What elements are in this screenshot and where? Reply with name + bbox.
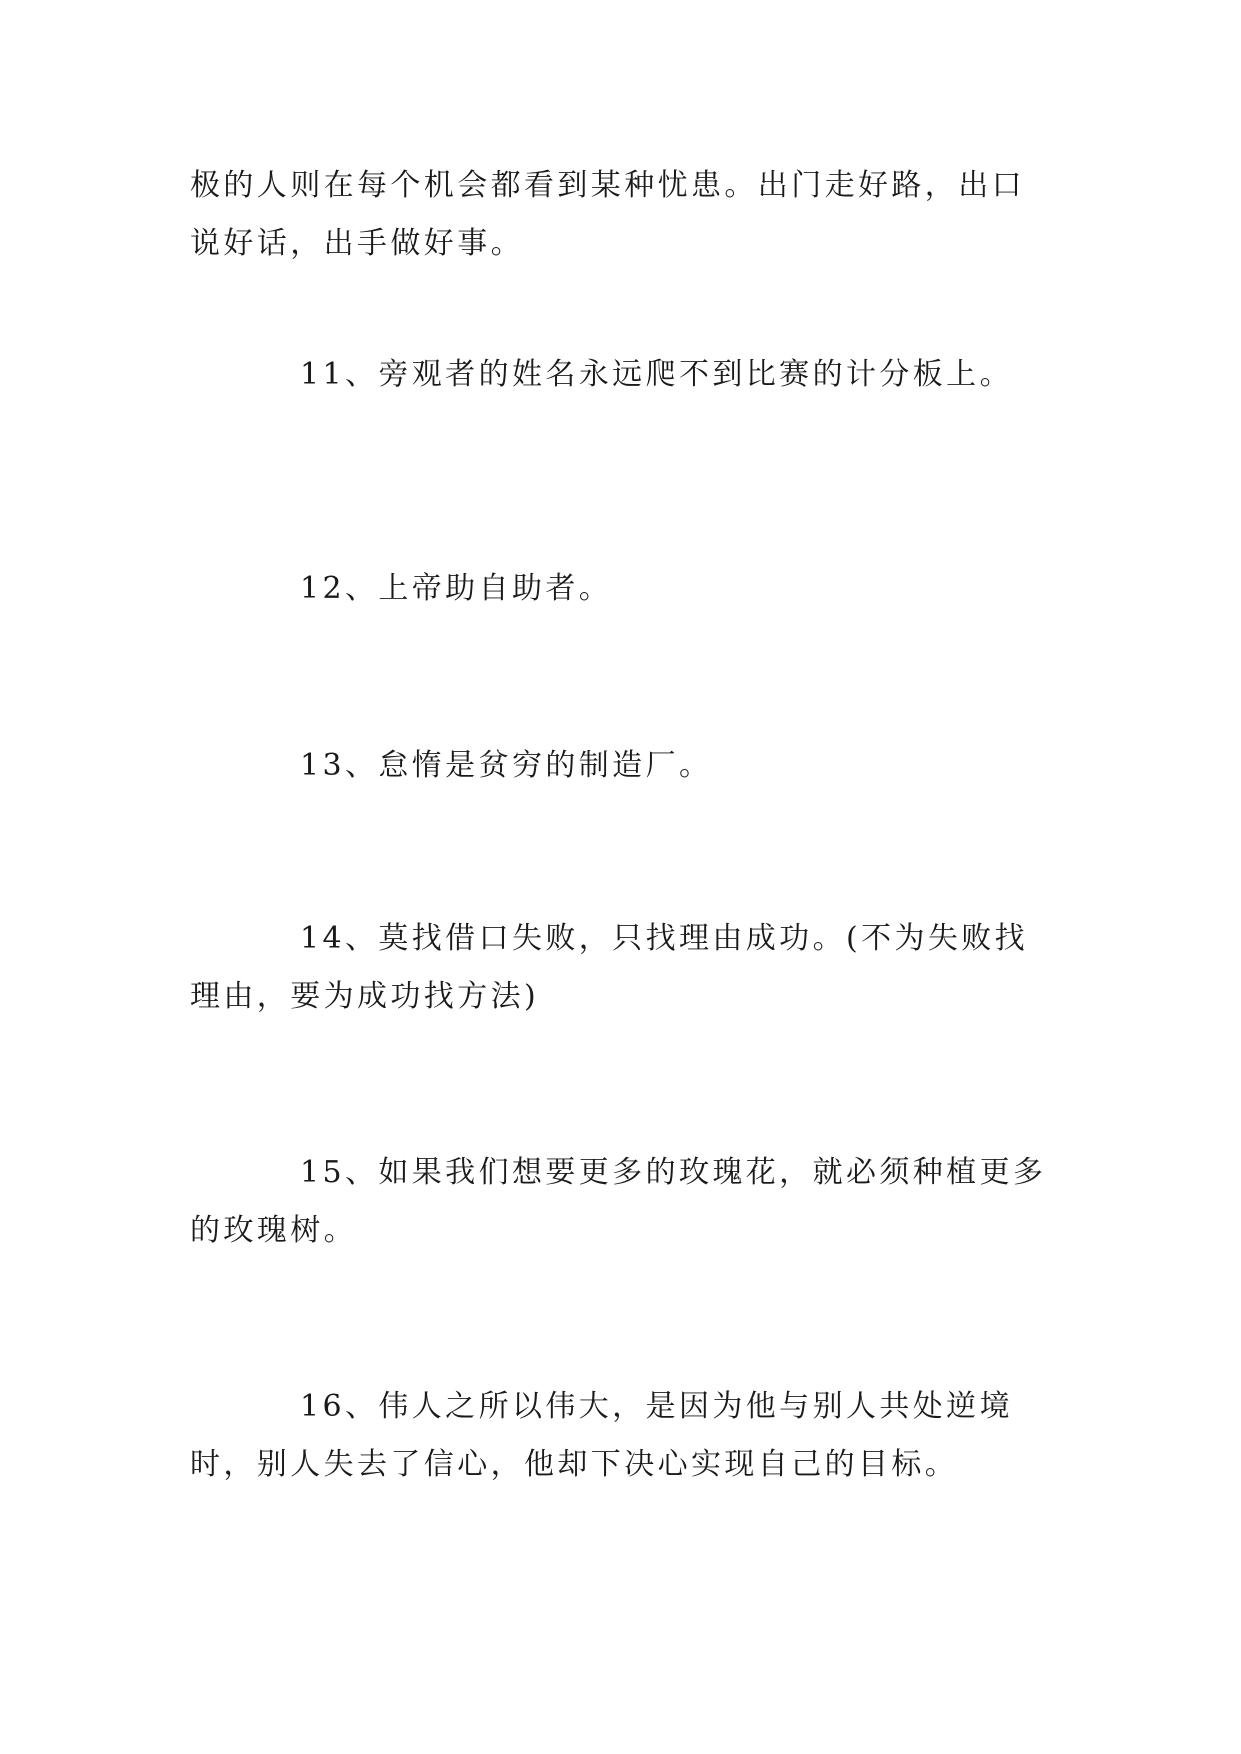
paragraph-continuation: 极的人则在每个机会都看到某种忧患。出门走好路，出口说好话，出手做好事。 <box>190 168 1025 261</box>
paragraph-13: 13、怠惰是贫穷的制造厂。 <box>300 748 713 783</box>
paragraph-14: 14、莫找借口失败，只找理由成功。(不为失败找理由，要为成功找方法) <box>190 921 1029 1014</box>
paragraph-11: 11、旁观者的姓名永远爬不到比赛的计分板上。 <box>300 357 1013 392</box>
paragraph-12: 12、上帝助自助者。 <box>300 571 613 606</box>
paragraph-15: 15、如果我们想要更多的玫瑰花，就必须种植更多的玫瑰树。 <box>190 1155 1047 1248</box>
paragraph-16: 16、伟人之所以伟大，是因为他与别人共处逆境时，别人失去了信心，他却下决心实现自己的目标。 <box>190 1389 1013 1482</box>
